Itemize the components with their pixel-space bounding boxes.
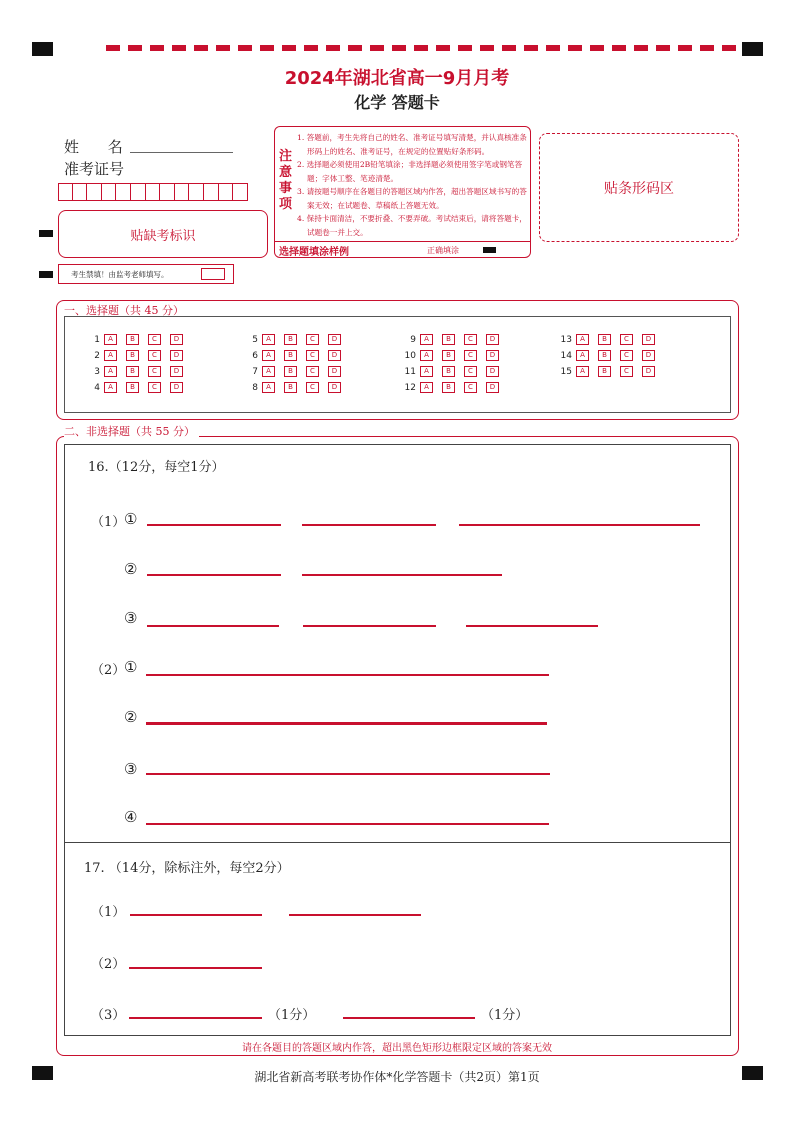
notice-item: 3. 请按题号顺序在各题目的答题区域内作答，超出答题区域书写的答案无效；在试题卷、草稿纸上答题无效。 <box>297 187 527 210</box>
question-number: 5 <box>252 335 258 345</box>
q16-2-circle4: ④ <box>124 808 138 826</box>
option-bubble-b[interactable]: B <box>442 382 455 393</box>
option-bubble-c[interactable]: C <box>620 366 633 377</box>
absent-label: 贴缺考标识 <box>130 229 196 244</box>
q17-part3-label: （3） <box>91 1008 126 1023</box>
question-number: 13 <box>560 335 572 345</box>
q16-1-circle2: ② <box>124 560 138 578</box>
side-mark <box>39 271 53 278</box>
option-bubble-b[interactable]: B <box>598 366 611 377</box>
q16-2-circle1: ① <box>124 658 138 676</box>
answer-line[interactable] <box>466 625 598 627</box>
option-bubble-c[interactable]: C <box>620 350 633 361</box>
corner-mark-top-left <box>32 42 53 56</box>
q16-part1-label: （1） <box>91 515 126 530</box>
option-bubble-d[interactable]: D <box>328 334 341 345</box>
question-number: 10 <box>404 351 416 361</box>
option-bubble-b[interactable]: B <box>126 334 139 345</box>
option-bubble-c[interactable]: C <box>620 334 633 345</box>
notice-item: 4. 保持卡面清洁，不要折叠、不要弄破。考试结束后，请将答题卡，试题卷一并上交。 <box>297 214 527 237</box>
option-bubble-a[interactable]: A <box>262 350 275 361</box>
answer-line[interactable] <box>147 574 281 576</box>
q17-title: 17. （14分，除标注外，每空2分） <box>84 861 290 876</box>
option-bubble-d[interactable]: D <box>642 334 655 345</box>
answer-line[interactable] <box>289 914 421 916</box>
option-bubble-b[interactable]: B <box>126 366 139 377</box>
q16-1-circle3: ③ <box>124 609 138 627</box>
option-bubble-b[interactable]: B <box>284 334 297 345</box>
choice-question <box>554 334 664 345</box>
answer-line[interactable] <box>303 625 436 627</box>
option-bubble-c[interactable]: C <box>306 334 319 345</box>
exam-id-boxes[interactable] <box>58 183 248 201</box>
exam-title: 2024年湖北省高一9月月考 <box>284 68 510 89</box>
choice-question <box>398 382 508 393</box>
option-bubble-c[interactable]: C <box>464 366 477 377</box>
option-bubble-a[interactable]: A <box>104 382 117 393</box>
choice-question <box>554 366 664 377</box>
option-bubble-a[interactable]: A <box>262 334 275 345</box>
q16-title: 16.（12分，每空1分） <box>88 460 225 475</box>
answer-line[interactable] <box>129 967 262 969</box>
option-bubble-d[interactable]: D <box>642 366 655 377</box>
answer-line[interactable] <box>146 823 549 825</box>
question-number: 15 <box>560 367 572 377</box>
option-bubble-a[interactable]: A <box>576 350 589 361</box>
question-number: 4 <box>94 383 100 393</box>
proctor-fill-box[interactable] <box>201 268 225 280</box>
option-bubble-b[interactable]: B <box>442 334 455 345</box>
option-bubble-c[interactable]: C <box>306 350 319 361</box>
name-label: 姓 名 <box>64 138 135 156</box>
proctor-note: 考生禁填！由监考老师填写。 <box>71 270 169 279</box>
choice-title: 一、选择题（共 45 分） <box>64 304 184 317</box>
option-bubble-d[interactable]: D <box>328 382 341 393</box>
exam-id-label: 准考证号 <box>64 160 125 178</box>
q16-1-circle1: ① <box>124 510 138 528</box>
proctor-note-box <box>58 264 234 284</box>
answer-line[interactable] <box>146 722 547 725</box>
sample-label: 选择题填涂样例 <box>279 247 349 258</box>
question-number: 1 <box>94 335 100 345</box>
option-bubble-a[interactable]: A <box>262 366 275 377</box>
choice-question <box>82 350 192 361</box>
option-bubble-c[interactable]: C <box>306 382 319 393</box>
nonchoice-title: 二、非选择题（共 55 分） <box>64 423 199 439</box>
option-bubble-a[interactable]: A <box>420 334 433 345</box>
q17-points-a: （1分） <box>268 1008 316 1023</box>
option-bubble-a[interactable]: A <box>104 366 117 377</box>
corner-mark-top-right <box>742 42 763 56</box>
notice-list <box>297 131 527 239</box>
question-number: 12 <box>404 383 416 393</box>
option-bubble-b[interactable]: B <box>598 334 611 345</box>
notice-item: 1. 答题前，考生先将自己的姓名、准考证号填写清楚，并认真核准条形码上的姓名、准考证号，在规定的位置贴好条形码。 <box>297 133 527 156</box>
answer-line[interactable] <box>302 524 436 526</box>
q16-part2-label: （2） <box>91 663 126 678</box>
side-mark <box>39 230 53 237</box>
page-footer: 湖北省新高考联考协作体*化学答题卡（共2页）第1页 <box>254 1070 540 1084</box>
choice-question <box>82 382 192 393</box>
option-bubble-a[interactable]: A <box>262 382 275 393</box>
answer-line[interactable] <box>130 914 262 916</box>
option-bubble-d[interactable]: D <box>486 350 499 361</box>
name-field[interactable] <box>130 152 233 153</box>
q-divider <box>64 842 730 843</box>
option-bubble-c[interactable]: C <box>464 382 477 393</box>
choice-question <box>398 366 508 377</box>
question-number: 11 <box>404 367 416 377</box>
option-bubble-c[interactable]: C <box>148 366 161 377</box>
option-bubble-a[interactable]: A <box>104 334 117 345</box>
answer-line[interactable] <box>146 674 549 676</box>
option-bubble-a[interactable]: A <box>576 334 589 345</box>
answer-line[interactable] <box>302 574 502 576</box>
option-bubble-d[interactable]: D <box>486 382 499 393</box>
question-number: 8 <box>252 383 258 393</box>
choice-question <box>240 366 350 377</box>
option-bubble-a[interactable]: A <box>420 382 433 393</box>
option-bubble-c[interactable]: C <box>148 382 161 393</box>
q16-2-circle2: ② <box>124 708 138 726</box>
choice-question <box>398 334 508 345</box>
option-bubble-b[interactable]: B <box>284 350 297 361</box>
region-warning: 请在各题目的答题区域内作答，超出黑色矩形边框限定区域的答案无效 <box>242 1043 552 1054</box>
option-bubble-a[interactable]: A <box>420 350 433 361</box>
option-bubble-b[interactable]: B <box>126 350 139 361</box>
question-number: 9 <box>410 335 416 345</box>
option-bubble-b[interactable]: B <box>126 382 139 393</box>
correct-fill-sample <box>483 247 496 253</box>
absent-sticker-area <box>58 210 268 258</box>
question-number: 14 <box>560 351 572 361</box>
q17-points-b: （1分） <box>481 1008 529 1023</box>
option-bubble-d[interactable]: D <box>642 350 655 361</box>
option-bubble-b[interactable]: B <box>284 382 297 393</box>
option-bubble-c[interactable]: C <box>148 350 161 361</box>
card-subtitle: 化学 答题卡 <box>354 93 440 112</box>
barcode-area <box>539 133 739 242</box>
correct-fill-label: 正确填涂 <box>427 246 459 255</box>
choice-question <box>240 334 350 345</box>
notice-title: 注意事项 <box>279 149 293 212</box>
option-bubble-d[interactable]: D <box>486 366 499 377</box>
question-number: 2 <box>94 351 100 361</box>
q16-2-circle3: ③ <box>124 760 138 778</box>
option-bubble-a[interactable]: A <box>576 366 589 377</box>
option-bubble-a[interactable]: A <box>104 350 117 361</box>
question-number: 3 <box>94 367 100 377</box>
answer-line[interactable] <box>343 1017 475 1019</box>
option-bubble-d[interactable]: D <box>328 350 341 361</box>
option-bubble-c[interactable]: C <box>464 350 477 361</box>
notice-divider <box>275 241 530 242</box>
choice-question <box>240 350 350 361</box>
notice-box <box>274 126 531 258</box>
q17-part1-label: （1） <box>91 905 126 920</box>
option-bubble-b[interactable]: B <box>442 350 455 361</box>
option-bubble-c[interactable]: C <box>148 334 161 345</box>
option-bubble-d[interactable]: D <box>170 366 183 377</box>
option-bubble-c[interactable]: C <box>464 334 477 345</box>
option-bubble-d[interactable]: D <box>328 366 341 377</box>
option-bubble-b[interactable]: B <box>284 366 297 377</box>
answer-line[interactable] <box>147 524 281 526</box>
option-bubble-d[interactable]: D <box>170 350 183 361</box>
choice-question <box>554 350 664 361</box>
choice-question <box>398 350 508 361</box>
top-dashed-bar <box>106 45 738 51</box>
answer-line[interactable] <box>147 625 279 627</box>
option-bubble-d[interactable]: D <box>170 382 183 393</box>
choice-question <box>82 366 192 377</box>
option-bubble-b[interactable]: B <box>442 366 455 377</box>
q17-part2-label: （2） <box>91 957 126 972</box>
option-bubble-d[interactable]: D <box>170 334 183 345</box>
option-bubble-d[interactable]: D <box>486 334 499 345</box>
choice-question <box>82 334 192 345</box>
answer-line[interactable] <box>129 1017 262 1019</box>
question-number: 6 <box>252 351 258 361</box>
answer-line[interactable] <box>146 773 550 775</box>
nonchoice-inner-box <box>64 444 731 1036</box>
choice-inner-box <box>64 316 731 413</box>
option-bubble-b[interactable]: B <box>598 350 611 361</box>
answer-line[interactable] <box>459 524 700 526</box>
question-number: 7 <box>252 367 258 377</box>
notice-item: 2. 选择题必须使用2B铅笔填涂；非选择题必须使用签字笔或钢笔答题；字体工整、笔迹清楚。 <box>297 160 523 183</box>
option-bubble-a[interactable]: A <box>420 366 433 377</box>
choice-question <box>240 382 350 393</box>
option-bubble-c[interactable]: C <box>306 366 319 377</box>
barcode-label: 贴条形码区 <box>604 181 674 197</box>
